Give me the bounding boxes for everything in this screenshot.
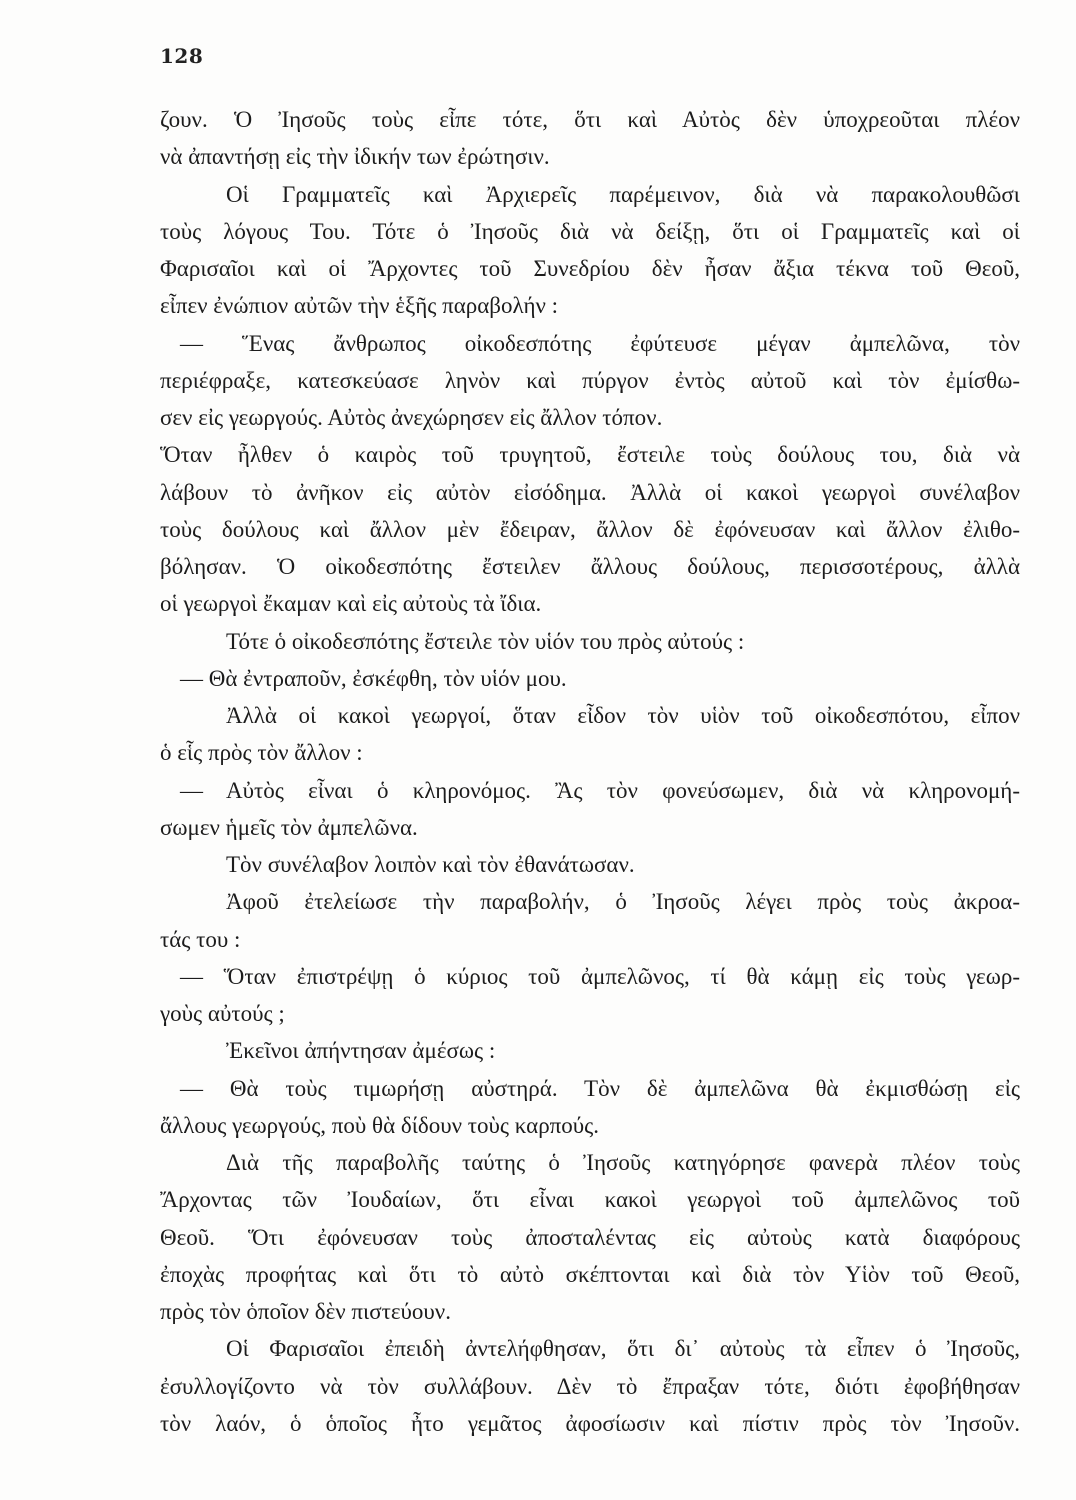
text-line: Ἄρχοντας τῶν Ἰουδαίων, ὅτι εἶναι κακοὶ γεωργοὶ τοῦ ἀμπελῶνος τοῦ — [160, 1187, 1020, 1213]
text-line: Τὸν συνέλαβον λοιπὸν καὶ τὸν ἐθανάτωσαν. — [226, 852, 635, 877]
text-line: Οἱ Φαρισαῖοι ἐπειδὴ ἀντελήφθησαν, ὅτι δι᾽ αὐτοὺς τὰ εἶπεν ὁ Ἰησοῦς, — [226, 1336, 1020, 1362]
text-line: — Ὅταν ἐπιστρέψῃ ὁ κύριος τοῦ ἀμπελῶνος, τί θὰ κάμῃ εἰς τοὺς γεωρ- — [180, 963, 1020, 989]
text-line: οἱ γεωργοὶ ἔκαμαν καὶ εἰς αὐτοὺς τὰ ἴδια. — [160, 591, 542, 617]
text-line: τοὺς δούλους καὶ ἄλλον μὲν ἔδειραν, ἄλλον δὲ ἐφόνευσαν καὶ ἄλλον ἐλιθο- — [160, 516, 1020, 542]
text-line: βόλησαν. Ὁ οἰκοδεσπότης ἔστειλεν ἄλλους δούλους, περισσοτέρους, ἀλλὰ — [160, 554, 1020, 579]
text-line: Φαρισαῖοι καὶ οἱ Ἄρχοντες τοῦ Συνεδρίου δὲν ἦσαν ἄξια τέκνα τοῦ Θεοῦ, — [160, 256, 1020, 281]
text-line: σωμεν ἡμεῖς τὸν ἀμπελῶνα. — [160, 814, 418, 840]
text-line: Διὰ τῆς παραβολῆς ταύτης ὁ Ἰησοῦς κατηγόρησε φανερὰ πλέον τοὺς — [226, 1150, 1020, 1175]
text-line: — Ἕνας ἄνθρωπος οἰκοδεσπότης ἐφύτευσε μέγαν ἀμπελῶνα, τὸν — [180, 330, 1020, 356]
text-line: σεν εἰς γεωργούς. Αὐτὸς ἀνεχώρησεν εἰς ἄλλον τόπον. — [160, 405, 663, 430]
text-line: λάβουν τὸ ἀνῆκον εἰς αὐτὸν εἰσόδημα. Ἀλλὰ οἱ κακοὶ γεωργοὶ συνέλαβον — [160, 479, 1020, 505]
text-line: ἐσυλλογίζοντο νὰ τὸν συλλάβουν. Δὲν τὸ ἔπραξαν τότε, διότι ἐφοβήθησαν — [160, 1373, 1020, 1399]
page-number: 128 — [160, 44, 204, 68]
text-line: Τότε ὁ οἰκοδεσπότης ἔστειλε τὸν υἱόν του πρὸς αὐτούς : — [226, 628, 745, 654]
text-line: περιέφραξε, κατεσκεύασε ληνὸν καὶ πύργον ἐντὸς αὐτοῦ καὶ τὸν ἐμίσθω- — [160, 367, 1020, 393]
text-line: τὸν λαόν, ὁ ὁποῖος ἦτο γεμᾶτος ἀφοσίωσιν καὶ πίστιν πρὸς τὸν Ἰησοῦν. — [160, 1410, 1020, 1436]
text-line: Θεοῦ. Ὅτι ἐφόνευσαν τοὺς ἀποσταλέντας εἰς αὐτοὺς κατὰ διαφόρους — [160, 1224, 1020, 1250]
text-line: Ἐκεῖνοι ἀπήντησαν ἀμέσως : — [226, 1038, 496, 1064]
text-line: ζουν. Ὁ Ἰησοῦς τοὺς εἶπε τότε, ὅτι καὶ Αὐτὸς δὲν ὑποχρεοῦται πλέον — [160, 107, 1020, 132]
text-line: τάς του : — [160, 926, 241, 952]
body-text — [160, 101, 1020, 1442]
text-line: — Θὰ τοὺς τιμωρήσῃ αὐστηρά. Τὸν δὲ ἀμπελῶνα θὰ ἐκμισθώσῃ εἰς — [180, 1075, 1020, 1101]
text-line: εἶπεν ἐνώπιον αὐτῶν τὴν ἑξῆς παραβολήν : — [160, 293, 559, 319]
text-line: νὰ ἀπαντήσῃ εἰς τὴν ἰδικήν των ἐρώτησιν. — [160, 144, 550, 170]
text-line: πρὸς τὸν ὁποῖον δὲν πιστεύουν. — [160, 1299, 451, 1324]
text-line: — Αὐτὸς εἶναι ὁ κληρονόμος. Ἂς τὸν φονεύσωμεν, διὰ νὰ κληρονομή- — [180, 777, 1020, 803]
text-line: Ἀλλὰ οἱ κακοὶ γεωργοί, ὅταν εἶδον τὸν υἱὸν τοῦ οἰκοδεσπότου, εἶπον — [226, 703, 1020, 728]
text-line: γοὺς αὐτούς ; — [160, 1001, 285, 1026]
text-line: ἄλλους γεωργούς, ποὺ θὰ δίδουν τοὺς καρπούς. — [160, 1112, 600, 1138]
text-line: Οἱ Γραμματεῖς καὶ Ἀρχιερεῖς παρέμεινον, διὰ νὰ παρακολουθῶσι — [226, 181, 1020, 207]
text-line: Ἀφοῦ ἐτελείωσε τὴν παραβολήν, ὁ Ἰησοῦς λέγει πρὸς τοὺς ἀκροα- — [226, 889, 1020, 915]
text-line: Ὅταν ἦλθεν ὁ καιρὸς τοῦ τρυγητοῦ, ἔστειλε τοὺς δούλους του, διὰ νὰ — [160, 442, 1020, 468]
text-line: ἐποχὰς προφήτας καὶ ὅτι τὸ αὐτὸ σκέπτονται καὶ διὰ τὸν Υἱὸν τοῦ Θεοῦ, — [160, 1261, 1020, 1287]
text-line: — Θὰ ἐντραποῦν, ἐσκέφθη, τὸν υἱόν μου. — [180, 665, 567, 691]
text-line: τοὺς λόγους Του. Τότε ὁ Ἰησοῦς διὰ νὰ δείξῃ, ὅτι οἱ Γραμματεῖς καὶ οἱ — [160, 218, 1020, 244]
text-line: ὁ εἷς πρὸς τὸν ἄλλον : — [160, 740, 363, 766]
